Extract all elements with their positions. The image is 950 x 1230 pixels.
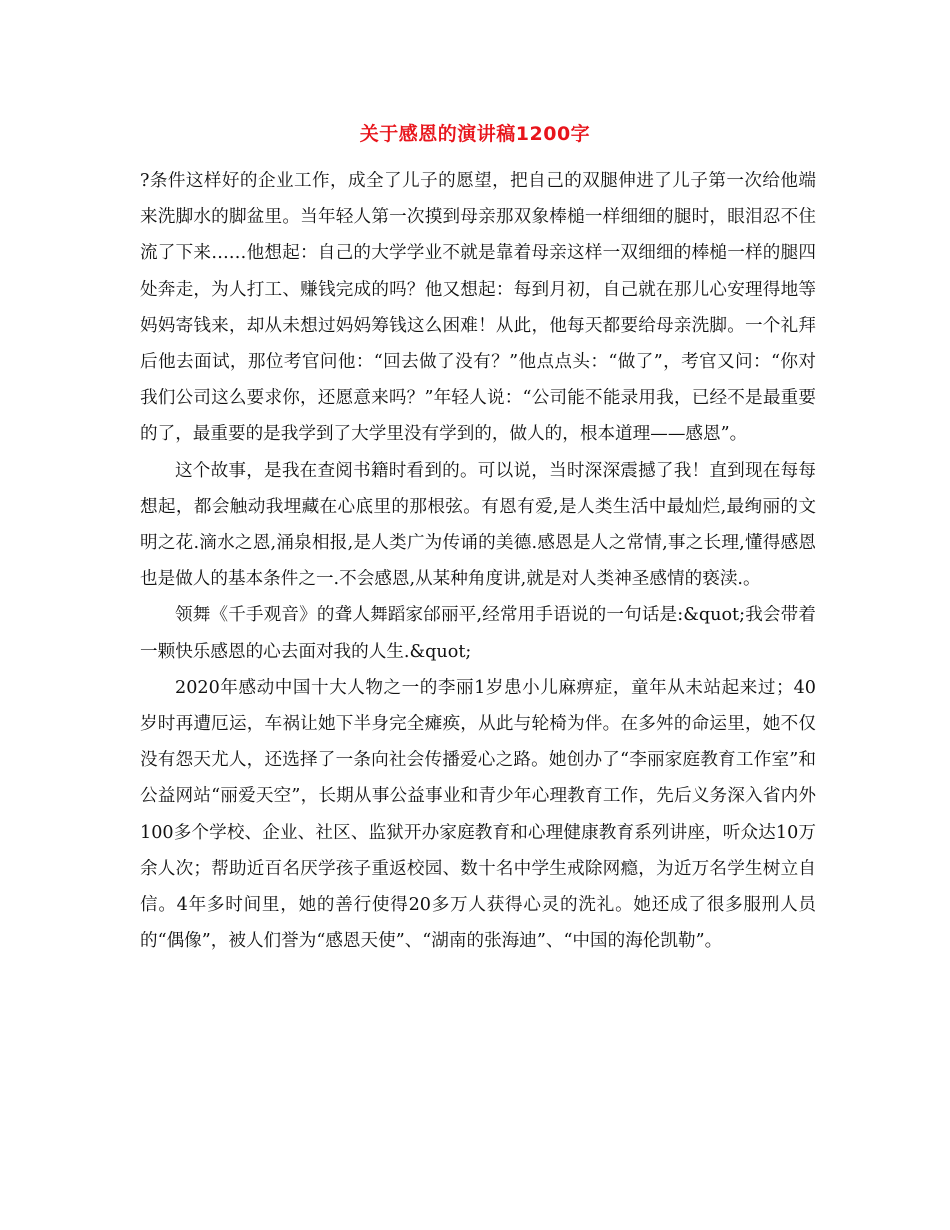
paragraph-4: 2020年感动中国十大人物之一的李丽1岁患小儿麻痹症，童年从未站起来过；40岁时再遭厄运，车祸让她下半身完全瘫痪，从此与轮椅为伴。在多舛的命运里，她不仅没有怨天尤人，还选择了一条向社会传播爱心之路。她创办了“李丽家庭教育工作室”和公益网站“丽爱天空”，长期从事公益事业和青少年心理教育工作，先后义务深入省内外100多个学校、企业、社区、监狱开办家庭教育和心理健康教育系列讲座，听众达10万余人次；帮助近百名厌学孩子重返校园、数十名中学生戒除网瘾，为近万名学生树立自信。4年多时间里，她的善行使得20多万人获得心灵的洗礼。她还成了很多服刑人员的“偶像”，被人们誉为“感恩天使”、“湖南的张海迪”、“中国的海伦凯勒”。 — [140, 677, 816, 952]
paragraph-2: 这个故事，是我在查阅书籍时看到的。可以说，当时深深震撼了我！直到现在每每想起，都会触动我埋藏在心底里的那根弦。有恩有爱,是人类生活中最灿烂,最绚丽的文明之花.滴水之恩,涌泉相报,是人类广为传诵的美德.感恩是人之常情,事之长理,懂得感恩也是做人的基本条件之一.不会感恩,从某种角度讲,就是对人类神圣感情的亵渎.。 — [140, 460, 816, 590]
paragraph-3: 领舞《千手观音》的聋人舞蹈家邰丽平,经常用手语说的一句话是:&quot;我会带着一颗快乐感恩的心去面对我的人生.&quot; — [140, 605, 816, 662]
document-body — [140, 163, 816, 959]
document-title: 关于感恩的演讲稿1200字 — [359, 123, 591, 145]
paragraph-1: ?条件这样好的企业工作，成全了儿子的愿望，把自己的双腿伸进了儿子第一次给他端来洗脚水的脚盆里。当年轻人第一次摸到母亲那双象棒槌一样细细的腿时，眼泪忍不住流了下来……他想起：自己的大学学业不就是靠着母亲这样一双细细的棒槌一样的腿四处奔走，为人打工、赚钱完成的吗？他又想起：每到月初，自己就在那儿心安理得地等妈妈寄钱来，却从未想过妈妈筹钱这么困难！从此，他每天都要给母亲洗脚。一个礼拜后他去面试，那位考官问他：“回去做了没有？”他点点头：“做了”，考官又问：“你对我们公司这么要求你，还愿意来吗？”年轻人说：“公司能不能录用我，已经不是最重要的了，最重要的是我学到了大学里没有学到的，做人的，根本道理——感恩”。 — [140, 171, 816, 445]
